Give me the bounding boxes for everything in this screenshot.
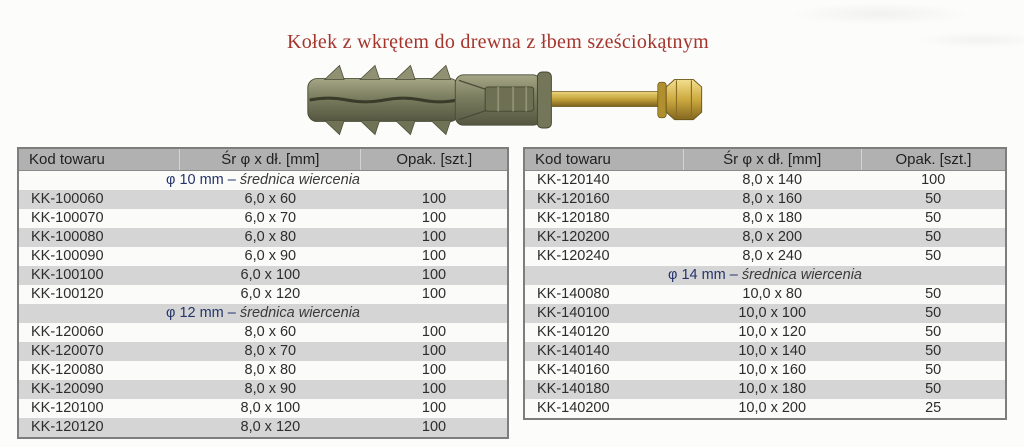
column-header-pack-qty: Opak. [szt.] [861, 148, 1006, 171]
cell-dim: 10,0 x 100 [683, 304, 861, 323]
cell-dim: 8,0 x 90 [180, 380, 361, 399]
table-row [524, 209, 1006, 228]
cell-code: KK-120090 [18, 380, 180, 399]
cell-code: KK-140200 [537, 400, 610, 416]
table-body-left [18, 171, 508, 439]
cell-pack: 50 [925, 324, 942, 340]
product-photo-wall-plug-with-hex-screw [293, 58, 737, 142]
page-title: Kołek z wkrętem do drewna z łbem sześciokątnym [287, 31, 709, 53]
cell-dim: 10,0 x 160 [738, 362, 807, 378]
cell-pack: 100 [361, 228, 508, 247]
section-row [18, 171, 508, 191]
cell-pack: 100 [421, 400, 447, 416]
cell-code: KK-120200 [524, 228, 683, 247]
section-label: średnica wiercenia [239, 172, 360, 188]
cell-code: KK-140120 [537, 324, 610, 340]
section-cell [18, 171, 508, 191]
cell-pack: 50 [925, 210, 942, 226]
cell-dim: 10,0 x 200 [738, 400, 807, 416]
table-row [18, 209, 508, 228]
cell-pack: 100 [361, 342, 508, 361]
cell-dim: 8,0 x 70 [180, 342, 361, 361]
cell-code: KK-120060 [31, 324, 104, 340]
cell-dim: 6,0 x 70 [244, 210, 297, 226]
cell-dim: 10,0 x 180 [683, 380, 861, 399]
column-header-kod-towaru: Kod towaru [524, 148, 683, 171]
section-row [18, 304, 508, 323]
cell-code: KK-100060 [18, 190, 180, 209]
section-diameter: φ 14 mm – [668, 267, 742, 283]
cell-dim: 10,0 x 80 [742, 286, 803, 302]
cell-pack: 100 [361, 380, 508, 399]
cell-code: KK-140080 [537, 286, 610, 302]
table-row [18, 399, 508, 418]
cell-dim: 8,0 x 200 [683, 228, 861, 247]
cell-pack: 100 [421, 210, 447, 226]
section-diameter: φ 12 mm – [166, 305, 240, 321]
cell-pack: 50 [861, 380, 1006, 399]
cell-pack: 50 [925, 248, 942, 264]
cell-code: KK-140160 [537, 362, 610, 378]
cell-dim: 8,0 x 240 [742, 248, 803, 264]
cell-dim: 6,0 x 120 [240, 286, 301, 302]
table-row [524, 247, 1006, 266]
table-row [524, 380, 1006, 399]
cell-dim: 8,0 x 140 [742, 172, 803, 188]
table-row [524, 285, 1006, 304]
cell-dim: 8,0 x 160 [683, 190, 861, 209]
cell-code: KK-120120 [18, 418, 180, 438]
cell-pack: 100 [361, 418, 508, 438]
cell-pack: 100 [421, 248, 447, 264]
cell-pack: 100 [421, 362, 447, 378]
table-row [524, 228, 1006, 247]
section-label: średnica wiercenia [239, 305, 360, 321]
table-row [18, 380, 508, 399]
table-row [18, 342, 508, 361]
column-header-kod-towaru: Kod towaru [18, 148, 180, 171]
cell-dim: 6,0 x 100 [180, 266, 361, 285]
table-row [18, 323, 508, 342]
cell-dim: 6,0 x 60 [180, 190, 361, 209]
table-row [18, 361, 508, 380]
cell-dim: 8,0 x 80 [244, 362, 297, 378]
cell-code: KK-120160 [524, 190, 683, 209]
table-row [524, 304, 1006, 323]
cell-code: KK-120070 [18, 342, 180, 361]
cell-code: KK-120240 [537, 248, 610, 264]
cell-code: KK-100070 [31, 210, 104, 226]
wall-plug-illustration [293, 58, 737, 142]
cell-pack: 100 [361, 266, 508, 285]
cell-code: KK-100100 [18, 266, 180, 285]
cell-code: KK-120100 [31, 400, 104, 416]
table-row [524, 323, 1006, 342]
section-label: średnica wiercenia [741, 267, 862, 283]
table-row [18, 228, 508, 247]
cell-dim: 10,0 x 140 [683, 342, 861, 361]
product-table-phi12-phi14 [523, 147, 1007, 420]
table-row [524, 171, 1006, 191]
cell-pack: 50 [861, 190, 1006, 209]
section-cell [524, 266, 1006, 285]
cell-code: KK-120080 [31, 362, 104, 378]
cell-pack: 50 [861, 228, 1006, 247]
cell-pack: 50 [861, 304, 1006, 323]
table-row [18, 285, 508, 304]
table-row [524, 342, 1006, 361]
cell-code: KK-100080 [18, 228, 180, 247]
section-diameter: φ 10 mm – [166, 172, 240, 188]
cell-pack: 50 [925, 362, 942, 378]
cell-pack: 100 [361, 190, 508, 209]
table-row [18, 190, 508, 209]
table-row [18, 247, 508, 266]
cell-pack: 100 [421, 324, 447, 340]
table-row [18, 266, 508, 285]
header-row [18, 148, 508, 171]
section-cell [18, 304, 508, 323]
cell-code: KK-120140 [537, 172, 610, 188]
table-row [524, 190, 1006, 209]
cell-code: KK-140140 [524, 342, 683, 361]
cell-dim: 6,0 x 90 [244, 248, 297, 264]
section-row [524, 266, 1006, 285]
table-row [524, 361, 1006, 380]
cell-code: KK-140100 [524, 304, 683, 323]
product-table-phi10-phi12 [17, 147, 509, 439]
cell-pack: 50 [925, 286, 942, 302]
cell-pack: 100 [421, 286, 447, 302]
table-row [18, 418, 508, 438]
cell-dim: 8,0 x 100 [240, 400, 301, 416]
cell-code: KK-100120 [31, 286, 104, 302]
column-header-pack-qty: Opak. [szt.] [361, 148, 508, 171]
cell-code: KK-140180 [524, 380, 683, 399]
cell-code: KK-120180 [537, 210, 610, 226]
table-body-right [524, 171, 1006, 420]
cell-dim: 6,0 x 80 [180, 228, 361, 247]
column-header-diameter-length: Śr φ x dł. [mm] [683, 148, 861, 171]
cell-pack: 50 [861, 342, 1006, 361]
column-header-diameter-length: Śr φ x dł. [mm] [180, 148, 361, 171]
cell-code: KK-100090 [31, 248, 104, 264]
cell-pack: 100 [921, 172, 946, 188]
cell-dim: 8,0 x 60 [244, 324, 297, 340]
header-row [524, 148, 1006, 171]
cell-dim: 10,0 x 120 [738, 324, 807, 340]
cell-dim: 8,0 x 180 [742, 210, 803, 226]
table-row [524, 399, 1006, 419]
table-header [524, 148, 1006, 171]
cell-pack: 25 [925, 400, 942, 416]
cell-dim: 8,0 x 120 [180, 418, 361, 438]
table-header [18, 148, 508, 171]
